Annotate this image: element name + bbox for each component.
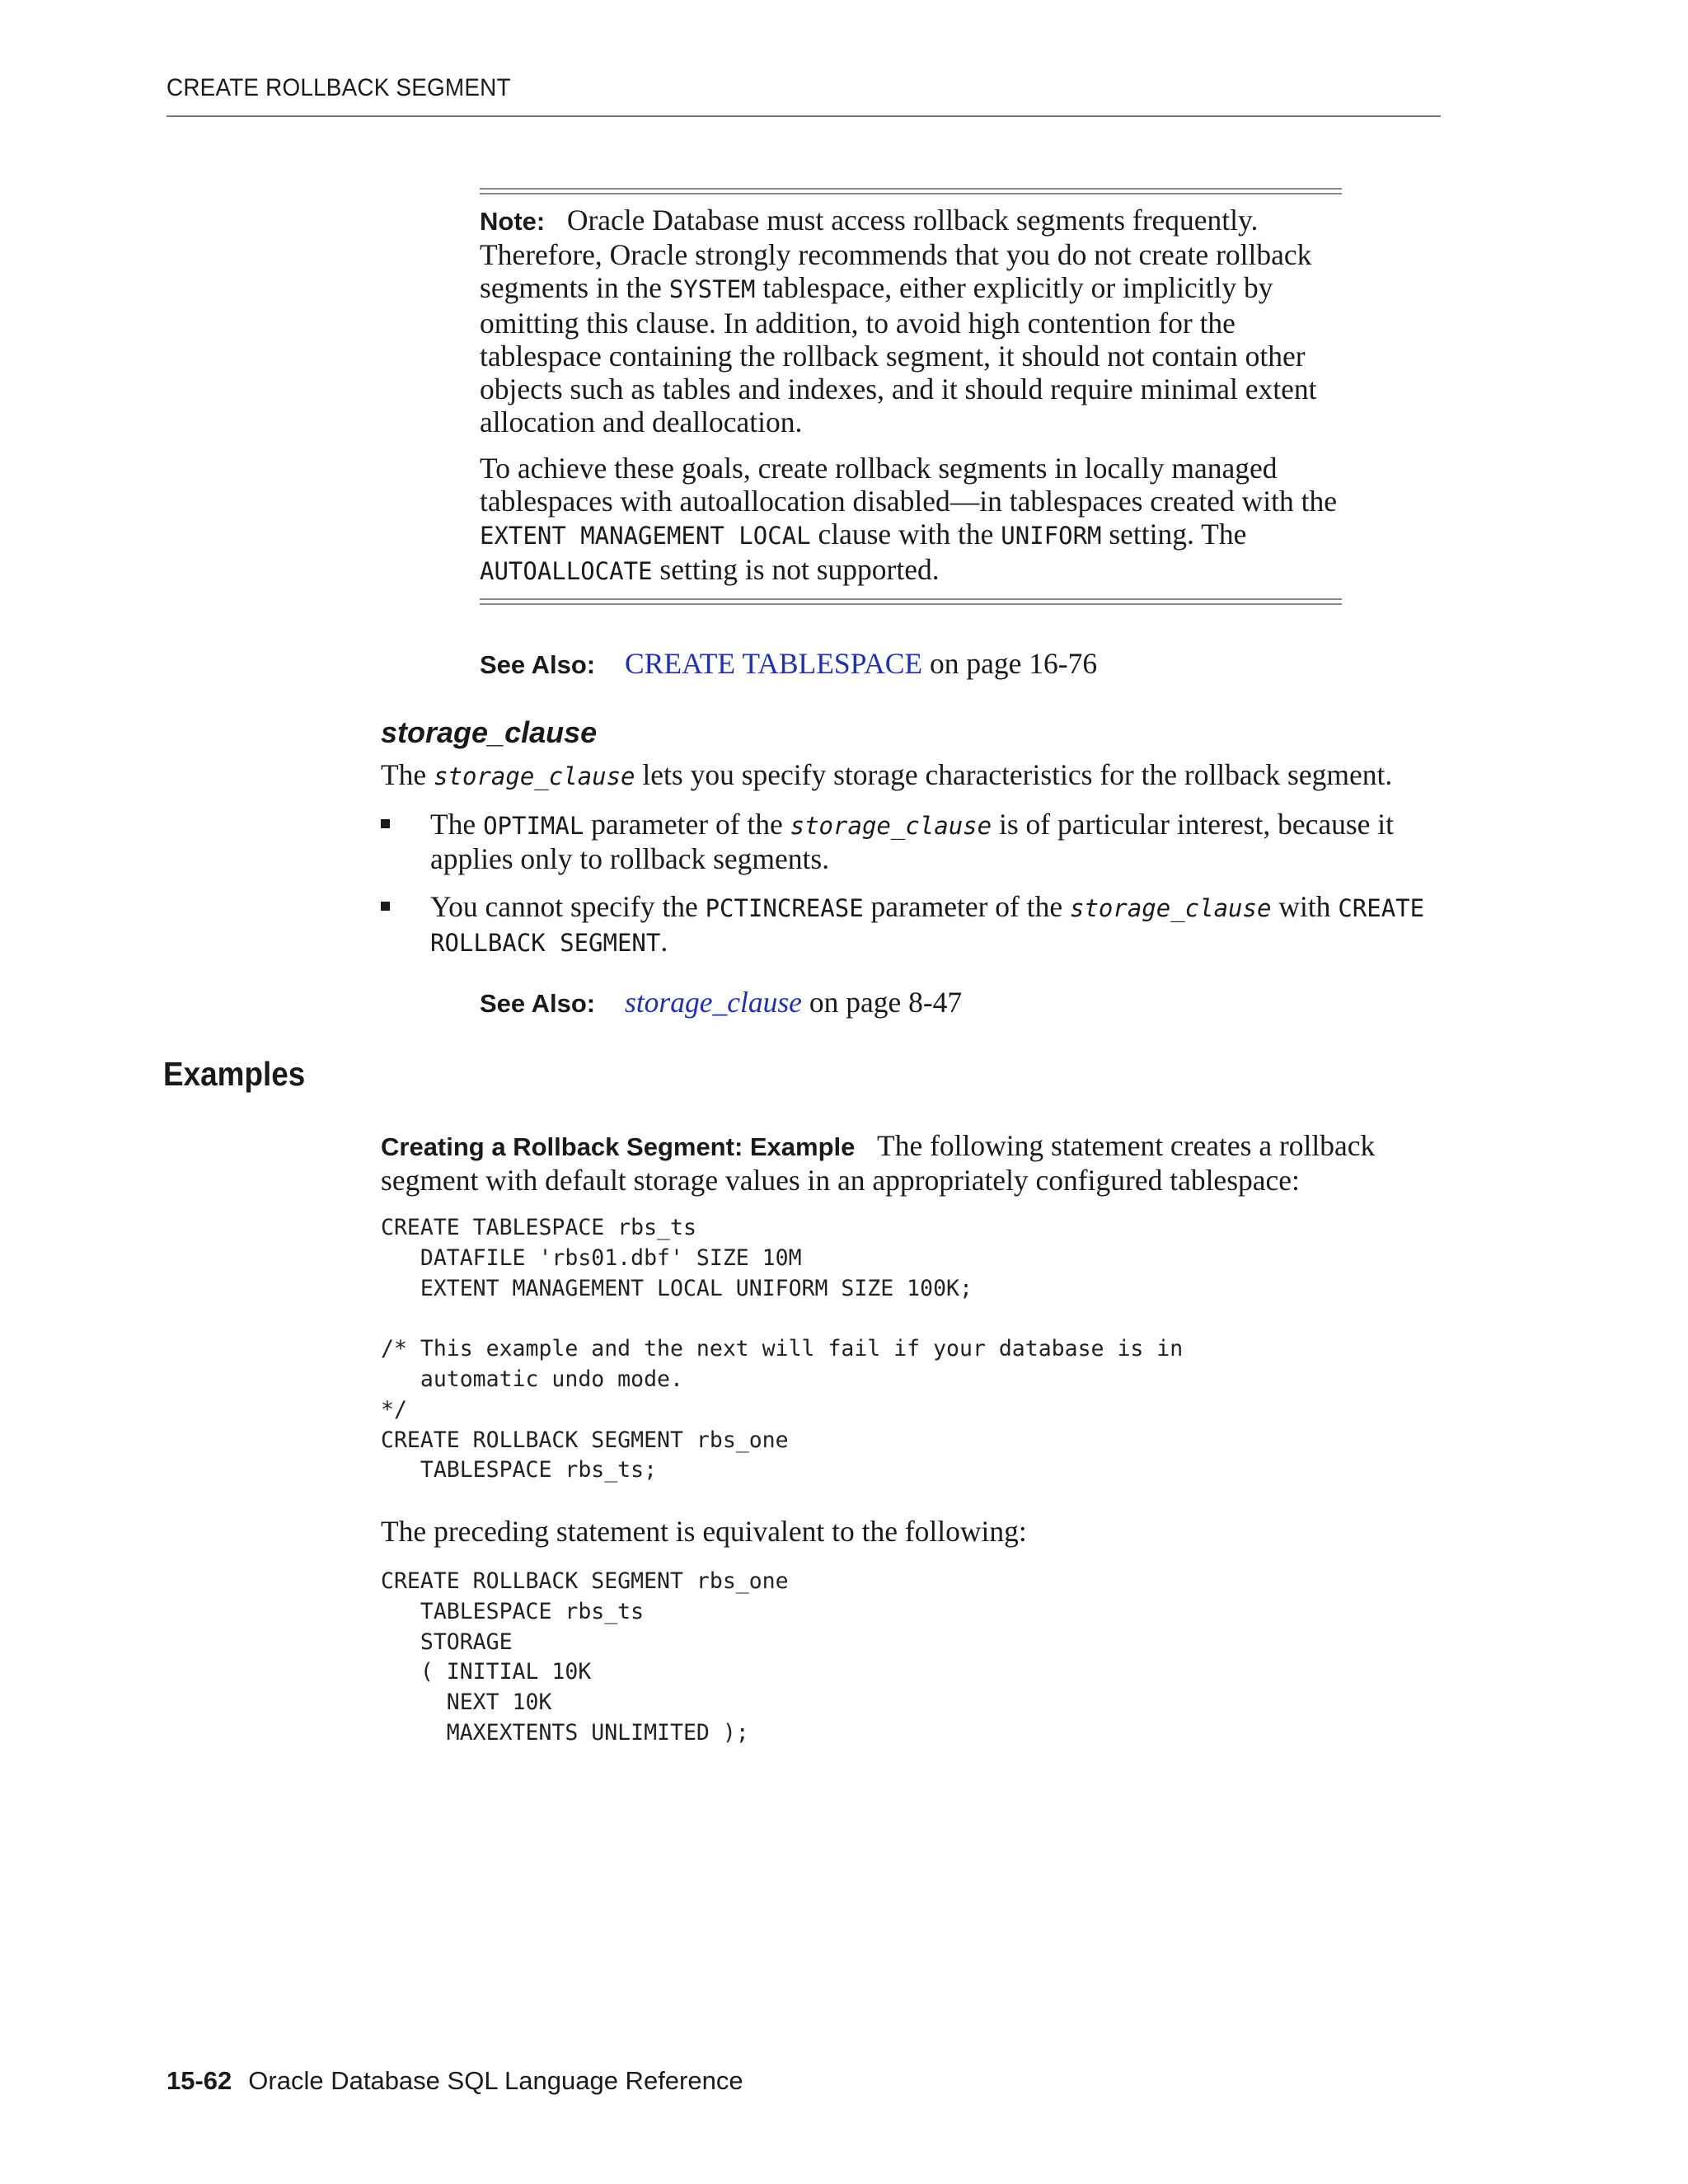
code-term: storage_clause — [434, 762, 635, 790]
body-text: The — [381, 758, 434, 791]
body-text: with — [1271, 890, 1339, 923]
code-term: AUTOALLOCATE — [480, 556, 653, 585]
note-text: setting is not supported. — [652, 552, 940, 586]
see-also-storage-clause — [480, 985, 962, 1019]
create-tablespace-link[interactable]: CREATE TABLESPACE — [625, 647, 923, 680]
see-also-tablespace — [480, 646, 1097, 681]
header-rule — [166, 115, 1441, 117]
note-paragraph-2 — [480, 452, 1345, 588]
list-item-text — [430, 890, 1461, 959]
body-text: parameter of the — [584, 808, 790, 841]
note-text: Oracle Database must access rollback segments frequently. Therefore, Oracle strongly recommends that you do not create rollback segments in the — [480, 204, 1312, 305]
note-bottom-rule — [480, 598, 1342, 605]
code-example-2: CREATE ROLLBACK SEGMENT rbs_one TABLESPACE rbs_ts STORAGE ( INITIAL 10K NEXT 10K MAXEXTENTS UNLIMITED ); — [381, 1568, 789, 1746]
note-label: Note: — [480, 207, 546, 236]
code-example-1: CREATE TABLESPACE rbs_ts DATAFILE 'rbs01.dbf' SIZE 10M EXTENT MANAGEMENT LOCAL UNIFORM SIZE 100K; /* This example and the next will fail if your database is in automatic undo mode. */ CREATE ROLLBACK SEGMENT rbs_one TABLESPACE rbs_ts; — [381, 1215, 1184, 1483]
storage-clause-heading: storage_clause — [381, 715, 598, 749]
note-text: clause with the — [810, 518, 1001, 551]
note-text: setting. The — [1101, 518, 1247, 551]
code-term: storage_clause — [790, 812, 992, 840]
body-text: . — [660, 925, 668, 958]
body-text: The — [430, 808, 484, 841]
storage-intro — [381, 758, 1452, 793]
code-term: PCTINCREASE — [705, 894, 864, 922]
code-term: UNIFORM — [1001, 522, 1102, 551]
storage-clause-link[interactable]: storage_clause — [625, 986, 802, 1019]
body-text: lets you specify storage characteristics for the rollback segment. — [635, 758, 1393, 791]
see-also-page: on page 16-76 — [922, 647, 1098, 680]
note-text: tablespace, either explicitly or implicitly by omitting this clause. In addition, to avoid high contention for the tablespace containing the rollback segment, it should not contain other objects such as tables and indexes, and it should require minimal extent allocation and deallocation. — [480, 271, 1317, 439]
note-paragraph-1 — [480, 204, 1345, 438]
body-text: parameter of the — [863, 890, 1070, 923]
example-title: Creating a Rollback Segment: Example — [381, 1132, 856, 1161]
page-footer — [166, 2066, 743, 2096]
note-text: To achieve these goals, create rollback segments in locally managed tablespaces with autoallocation disabled—in tablespaces created with the — [480, 452, 1337, 518]
book-title: Oracle Database SQL Language Reference — [248, 2066, 743, 2095]
code-term: SYSTEM — [668, 275, 756, 304]
examples-heading: Examples — [163, 1055, 306, 1093]
code-term: storage_clause — [1070, 894, 1272, 922]
preceding-paragraph: The preceding statement is equivalent to the following: — [381, 1515, 1027, 1548]
body-text: You cannot specify the — [430, 890, 706, 923]
example-text: The following statement creates a rollback segment with default storage values in an appropriately configured tablespace: — [381, 1129, 1376, 1197]
note-top-rule — [480, 188, 1342, 194]
code-term: EXTENT MANAGEMENT LOCAL — [480, 522, 811, 551]
code-term: CREATE ROLLBACK SEGMENT — [430, 894, 1425, 958]
see-also-page: on page 8-47 — [801, 986, 963, 1019]
page-number: 15-62 — [166, 2066, 232, 2095]
bullet-square-icon — [381, 819, 390, 828]
body-text: is of particular interest, because it applies only to rollback segments. — [430, 808, 1395, 876]
see-also-label: See Also: — [480, 989, 596, 1018]
list-item-text — [430, 808, 1461, 875]
code-term: OPTIMAL — [483, 812, 584, 840]
bullet-square-icon — [381, 902, 390, 911]
see-also-label: See Also: — [480, 650, 596, 679]
running-header: CREATE ROLLBACK SEGMENT — [166, 74, 511, 101]
example-paragraph — [381, 1129, 1452, 1197]
